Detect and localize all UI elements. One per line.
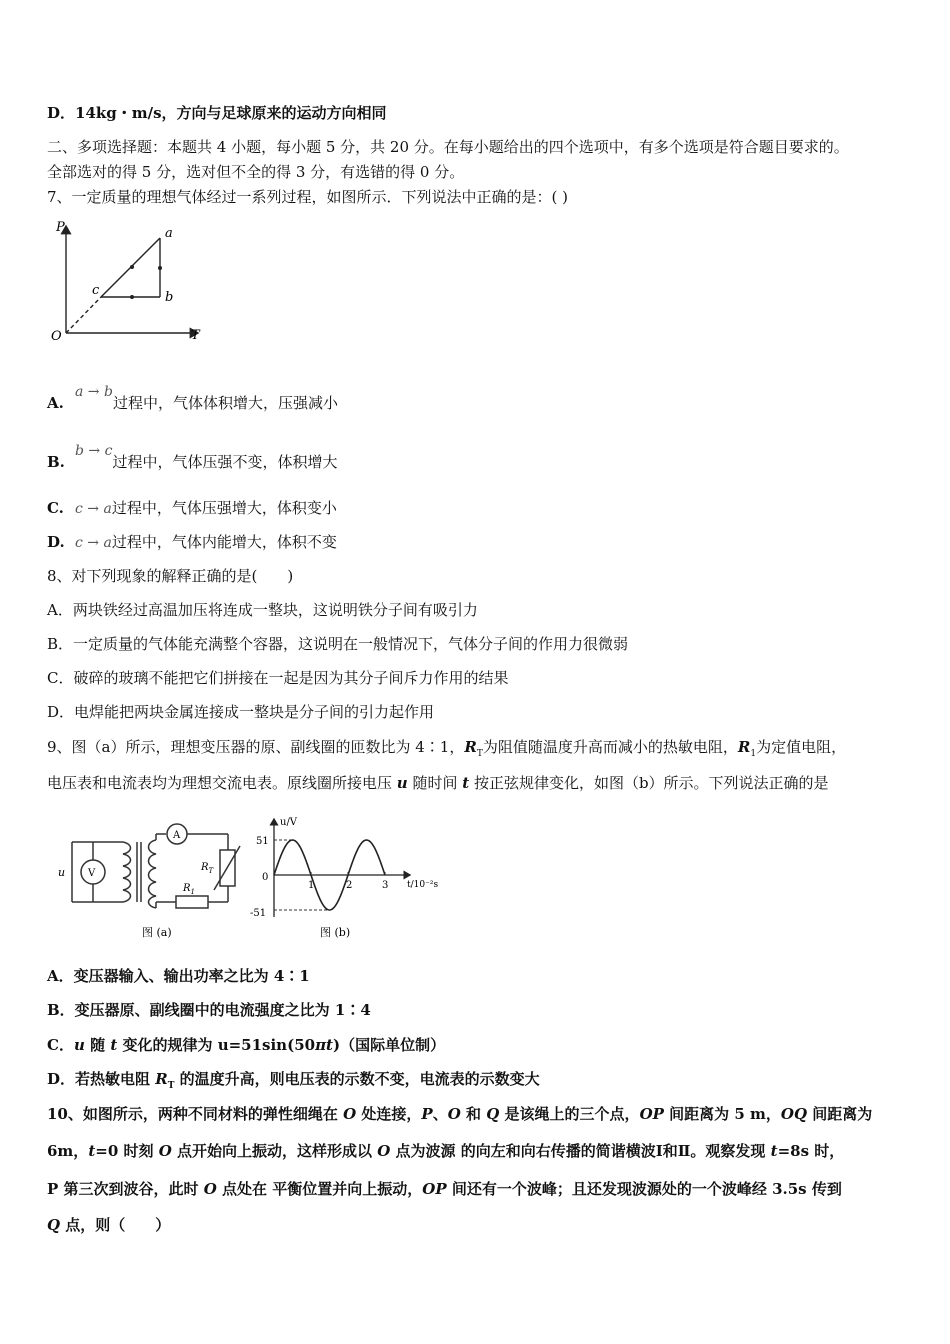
q7-option-d: D. c → a过程中，气体内能增大，体积不变 [47,533,337,551]
primary-coil [123,842,131,902]
fig-a-caption: 图 (a) [142,926,172,939]
y-axis-label: u/V [280,817,298,828]
fig-b-caption: 图 (b) [320,926,351,939]
q10-stem-line1: 10、如图所示，两种不同材料的弹性细绳在 O 处连接，P、O 和 Q 是该绳上的三个点，OP 间距离为 5 m，OQ 间距离为 [47,1105,873,1123]
fig-a-r1-label: $R_1$ [183,883,195,896]
q8-stem: 8、对下列现象的解释正确的是( ) [47,567,294,585]
q9-option-a: A．变压器输入、输出功率之比为 4∶1 [47,967,310,985]
zero-tick: 0 [262,872,269,883]
q10-stem-line4: Q 点，则（ ） [47,1216,171,1234]
label-b: b [165,290,174,305]
dashed-extension [66,297,101,333]
q7-option-c: C. c → a过程中，气体压强增大，体积变小 [47,499,337,517]
q9-option-c: C．u 随 t 变化的规律为 u=51sin(50πt)（国际单位制） [47,1036,446,1054]
secondary-coil [149,840,157,908]
label-o: O [51,329,62,344]
q9-stem-line2: 电压表和电流表均为理想交流电表。原线圈所接电压 u 随时间 t 按正弦规律变化，如图（b）所示。下列说法正确的是 [47,774,829,792]
q8-option-c: C．破碎的玻璃不能把它们拼接在一起是因为其分子间斥力作用的结果 [47,669,509,687]
q9-option-d: D．若热敏电阻 $R_T$ 的温度升高，则电压表的示数不变，电流表的示数变大 [47,1070,540,1091]
q9-option-b: B．变压器原、副线圈中的电流强度之比为 1∶4 [47,1001,371,1019]
q8-option-a: A．两块铁经过高温加压将连成一整块，这说明铁分子间有吸引力 [47,601,478,619]
q6-option-d: D．14kg・m/s，方向与足球原来的运动方向相同 [47,104,387,122]
label-p: P [56,220,65,235]
t2-tick: 2 [346,880,353,891]
y-max-tick: 51 [256,836,269,847]
section2-instructions-line1: 二、多项选择题：本题共 4 小题，每小题 5 分，共 20 分。在每小题给出的四个选项中，有多个选项是符合题目要求的。 [47,138,849,156]
y-min-tick: -51 [250,908,267,919]
q9-figure-a-circuit [58,822,248,944]
label-t: T [191,328,200,343]
q10-stem-line3: P 第三次到波谷，此时 O 点处在 平衡位置并向上振动，OP 间还有一个波峰；且还发现波源处的一个波峰经 3.5s 传到 [47,1180,842,1198]
resistor-r1 [176,896,208,908]
q8-option-b: B．一定质量的气体能充满整个容器，这说明在一般情况下，气体分子间的作用力很微弱 [47,635,629,653]
label-a: a [165,226,173,241]
q8-option-d: D．电焊能把两块金属连接成一整块是分子间的引力起作用 [47,703,435,721]
q7-option-b: B.b → c过程中，气体压强不变，体积增大 [47,443,338,471]
q7-option-a: A.a → b过程中，气体体积增大，压强减小 [47,384,338,412]
q9-stem-line1: 9、图（a）所示，理想变压器的原、副线圈的匝数比为 4∶1，$R_T$为阻值随温度升高而减小的热敏电阻，$R_1$为定值电阻， [47,738,847,759]
fig-a-a-label: A [173,830,181,841]
fig-a-v-label: V [88,868,96,879]
section2-instructions-line2: 全部选对的得 5 分，选对但不全的得 3 分，有选错的得 0 分。 [47,163,465,181]
q10-stem-line2: 6m，t=0 时刻 O 点开始向上振动，这样形成以 O 点为波源 的向左和向右传播的简谐横波Ⅰ和Ⅱ。观察发现 t=8s 时， [47,1142,845,1160]
q7-pt-diagram [48,218,218,348]
q9-figure-b-chart [250,815,450,945]
x-axis-label: t/10⁻²s [407,880,439,890]
q7-stem: 7、一定质量的理想气体经过一系列过程，如图所示．下列说法中正确的是：( ) [47,188,569,206]
fig-a-rt-label: $R_T$ [201,862,214,875]
t3-tick: 3 [382,880,389,891]
fig-a-u-label: u [58,866,66,879]
t1-tick: 1 [308,880,315,891]
label-c: c [92,283,100,298]
